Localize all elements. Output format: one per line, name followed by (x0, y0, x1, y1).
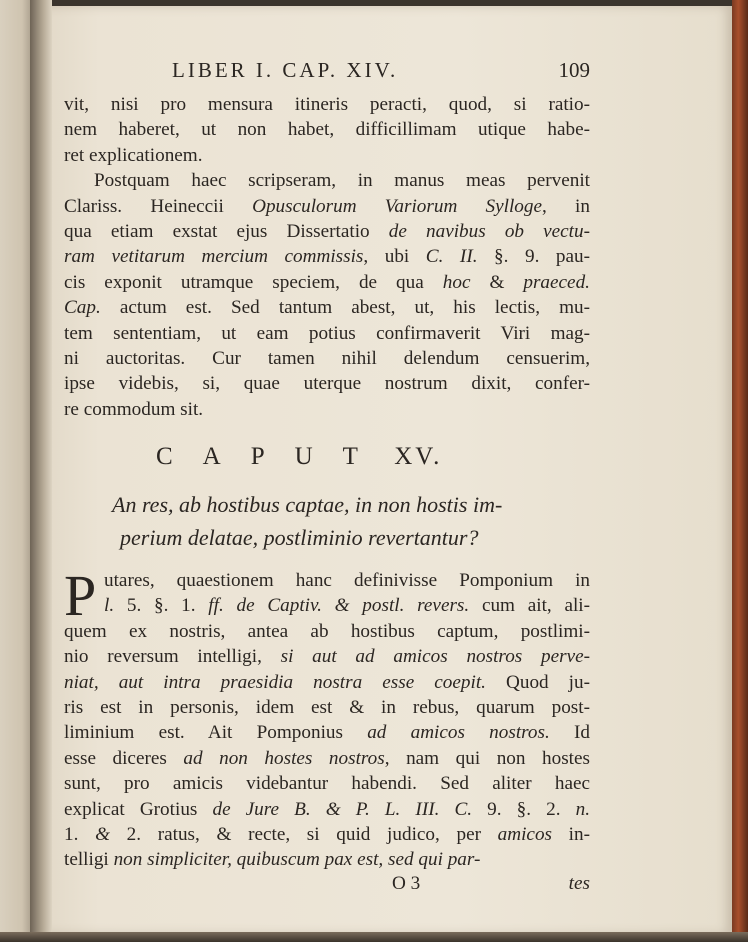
text-line: explicat Grotius de Jure B. & P. L. III. C. 9. §. 2. n. (64, 798, 590, 820)
italic-text: ram vetitarum mercium commissis (64, 246, 364, 268)
italic-text: amicos (497, 823, 552, 845)
italic-text: de Jure B. & P. L. III. C. (212, 798, 473, 820)
italic-text: Opusculorum Variorum Sylloge (252, 195, 543, 217)
text-line: 1. & 2. ratus, & recte, si quid judico, per amicos in- (64, 823, 590, 845)
text-line: Cap. actum est. Sed tantum abest, ut, his lectis, mu- (64, 297, 590, 319)
text-line: tem sententiam, ut eam potius confirmaverit Viri mag- (64, 322, 590, 344)
italic-text: si aut ad amicos nostros perve- (280, 646, 590, 668)
book-gutter (30, 0, 52, 942)
text-line: cis exponit utramque speciem, de qua hoc & praeced. (64, 271, 590, 293)
text-line: esse diceres ad non hostes nostros, nam qui non hostes (64, 747, 590, 769)
italic-text: praeced. (523, 271, 590, 293)
text-line: utares, quaestionem hanc definivisse Pomponium in (104, 570, 590, 592)
italic-text: n. (575, 798, 590, 820)
text-line: liminium est. Ait Pomponius ad amicos nostros. Id (64, 722, 590, 744)
chapter-first-paragraph (64, 563, 590, 873)
italic-text: ad non hostes nostros (183, 747, 385, 769)
text-line: nio reversum intelligi, si aut ad amicos nostros perve- (64, 646, 590, 668)
catchword: tes (568, 872, 590, 894)
text-line: ret explicationem. (64, 144, 203, 166)
text-line: ris est in personis, idem est & in rebus, quarum post- (64, 697, 590, 719)
italic-text: ff. de Captiv. (208, 595, 322, 617)
text-line: quem ex nostris, antea ab hostibus captum, postlimi- (64, 620, 590, 642)
running-header (64, 58, 590, 92)
chapter-subtitle-line: An res, ab hostibus captae, in non hostis im- (112, 492, 503, 518)
italic-text: C. II. (425, 246, 478, 268)
text-line: sunt, pro amicis videbantur habendi. Sed aliter haec (64, 773, 590, 795)
signature-mark: O 3 (392, 872, 421, 894)
book-cover-edge (732, 0, 748, 942)
chapter-heading (64, 426, 590, 488)
text-line: ipse videbis, si, quae uterque nostrum dixit, confer- (64, 373, 590, 395)
text-line: l. 5. §. 1. ff. de Captiv. & postl. revers. cum ait, ali- (104, 595, 590, 617)
running-title: LIBER I. CAP. XIV. (172, 58, 399, 82)
italic-text: niat, aut intra praesidia nostra esse coepit. (64, 671, 486, 693)
text-line: Clariss. Heineccii Opusculorum Variorum Sylloge, in (64, 195, 590, 217)
italic-text: de navibus ob vectu- (388, 220, 590, 242)
text-line: ram vetitarum mercium commissis, ubi C. II. §. 9. pau- (64, 246, 590, 268)
italic-text: ad amicos nostros. (367, 722, 550, 744)
chapter-heading-word: CAPUT (156, 443, 388, 471)
text-line: nem haberet, ut non habet, difficillimam utique habe- (64, 119, 590, 141)
text-line: re commodum sit. (64, 398, 204, 420)
italic-text: l. (104, 595, 115, 617)
italic-text: non simpliciter, quibuscum pax est, sed qui par- (113, 849, 481, 871)
italic-text: Cap. (64, 297, 101, 319)
text-line: ni auctoritas. Cur tamen nihil delendum censuerim, (64, 347, 590, 369)
italic-text: & (95, 823, 110, 845)
italic-text: & postl. revers. (334, 595, 470, 617)
text-line: vit, nisi pro mensura itineris peracti, quod, si ratio- (64, 94, 590, 115)
text-line: qua etiam exstat ejus Dissertatio de navibus ob vectu- (64, 220, 590, 242)
text-line: telligi non simpliciter, quibuscum pax est, sed qui par- (64, 849, 481, 871)
paragraph-continued (64, 92, 590, 168)
book-bottom-edge (0, 932, 748, 942)
text-line: Postquam haec scripseram, in manus meas pervenit (94, 170, 590, 192)
chapter-subtitle-line: perium delatae, postliminio revertantur? (120, 525, 479, 551)
page-number: 109 (558, 58, 590, 82)
chapter-heading-number: XV. (394, 443, 443, 471)
text-line: niat, aut intra praesidia nostra esse coepit. Quod ju- (64, 671, 590, 693)
paragraph-postscript (64, 168, 590, 422)
page-text (64, 58, 590, 899)
drop-cap: P (64, 563, 97, 629)
page-footer (64, 873, 590, 899)
italic-text: hoc (442, 271, 471, 293)
